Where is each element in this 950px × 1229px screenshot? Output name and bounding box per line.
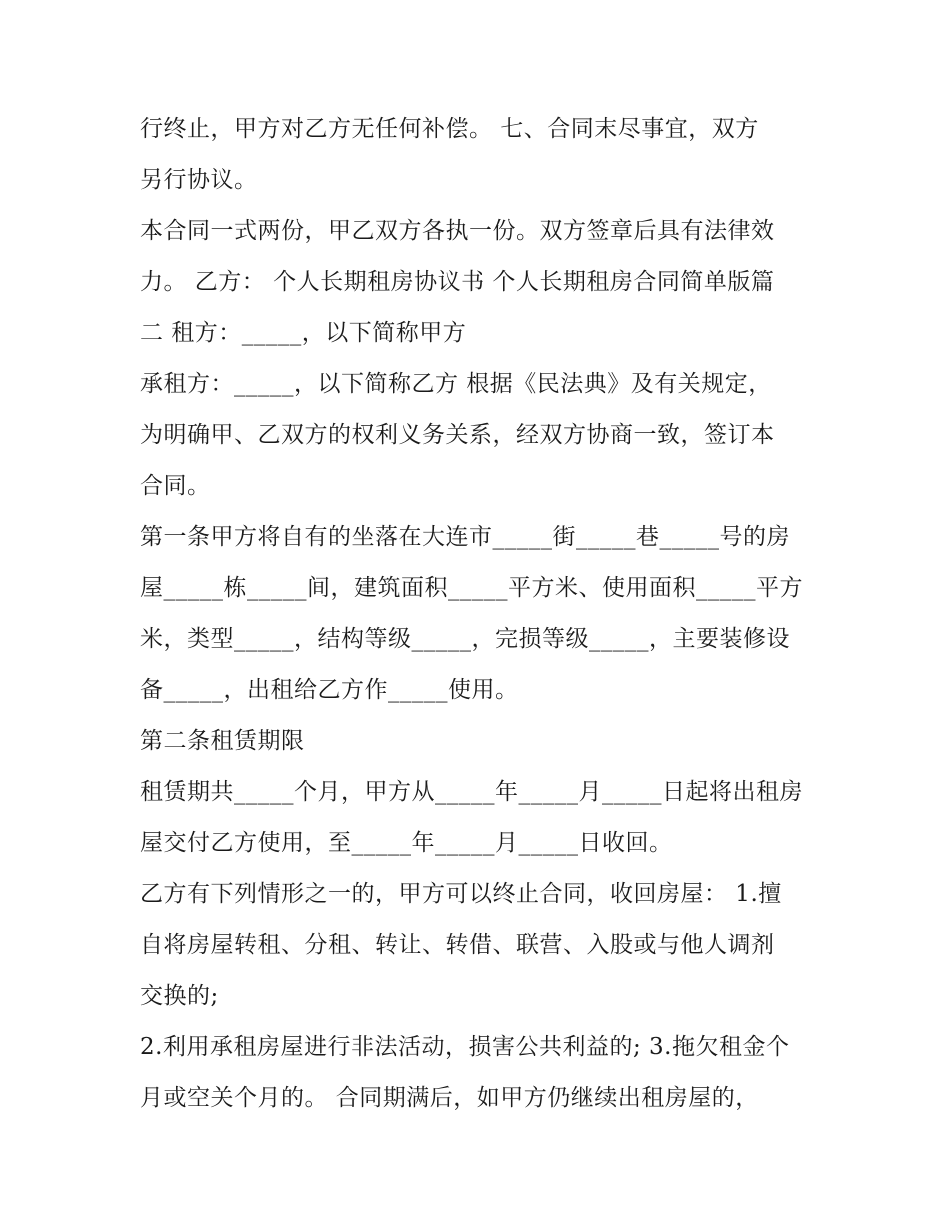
paragraph-illegal-use <box>140 1022 820 1124</box>
text-line: 租赁期共_____个月，甲方从_____年_____月_____日起将出租房 <box>140 779 803 805</box>
text-line: 2.利用承租房屋进行非法活动，损害公共利益的; 3.拖欠租金个 <box>140 1034 790 1060</box>
text-line: 合同。 <box>140 473 211 499</box>
text-line: 交换的; <box>140 983 219 1009</box>
paragraph-termination-conditions <box>140 869 820 1022</box>
text-line: 乙方有下列情形之一的，甲方可以终止合同，收回房屋： 1.擅 <box>140 881 782 907</box>
text-line: 屋_____栋_____间，建筑面积_____平方米、使用面积_____平方 <box>140 575 803 601</box>
text-line: 备_____，出租给乙方作_____使用。 <box>140 677 519 703</box>
text-line: 行终止，甲方对乙方无任何补偿。 七、合同末尽事宜，双方 <box>140 116 759 142</box>
text-line: 第一条甲方将自有的坐落在大连市_____街_____巷_____号的房 <box>140 524 790 550</box>
text-line: 月或空关个月的。 合同期满后，如甲方仍继续出租房屋的， <box>140 1085 759 1111</box>
text-line: 米，类型_____，结构等级_____，完损等级_____，主要装修设 <box>140 626 790 652</box>
text-line: 承租方：_____，以下简称乙方 根据《民法典》及有关规定， <box>140 371 772 397</box>
text-line: 本合同一式两份，甲乙双方各执一份。双方签章后具有法律效 <box>140 218 775 244</box>
text-line: 屋交付乙方使用，至_____年_____月_____日收回。 <box>140 830 673 856</box>
paragraph-copies <box>140 206 820 359</box>
text-line: 自将房屋转租、分租、转让、转借、联营、入股或与他人调剂 <box>140 932 775 958</box>
paragraph-article-two-heading <box>140 716 820 767</box>
paragraph-lease-term <box>140 767 820 869</box>
paragraph-article-one <box>140 512 820 716</box>
text-line: 为明确甲、乙双方的权利义务关系，经双方协商一致，签订本 <box>140 422 775 448</box>
document-page <box>140 104 820 1124</box>
text-line: 二 租方：_____，以下简称甲方 <box>140 320 467 346</box>
paragraph-termination <box>140 104 820 206</box>
text-line: 第二条租赁期限 <box>140 728 305 754</box>
text-line: 另行协议。 <box>140 167 258 193</box>
paragraph-lessee <box>140 359 820 512</box>
text-line: 力。 乙方： 个人长期租房协议书 个人长期租房合同简单版篇 <box>140 269 775 295</box>
